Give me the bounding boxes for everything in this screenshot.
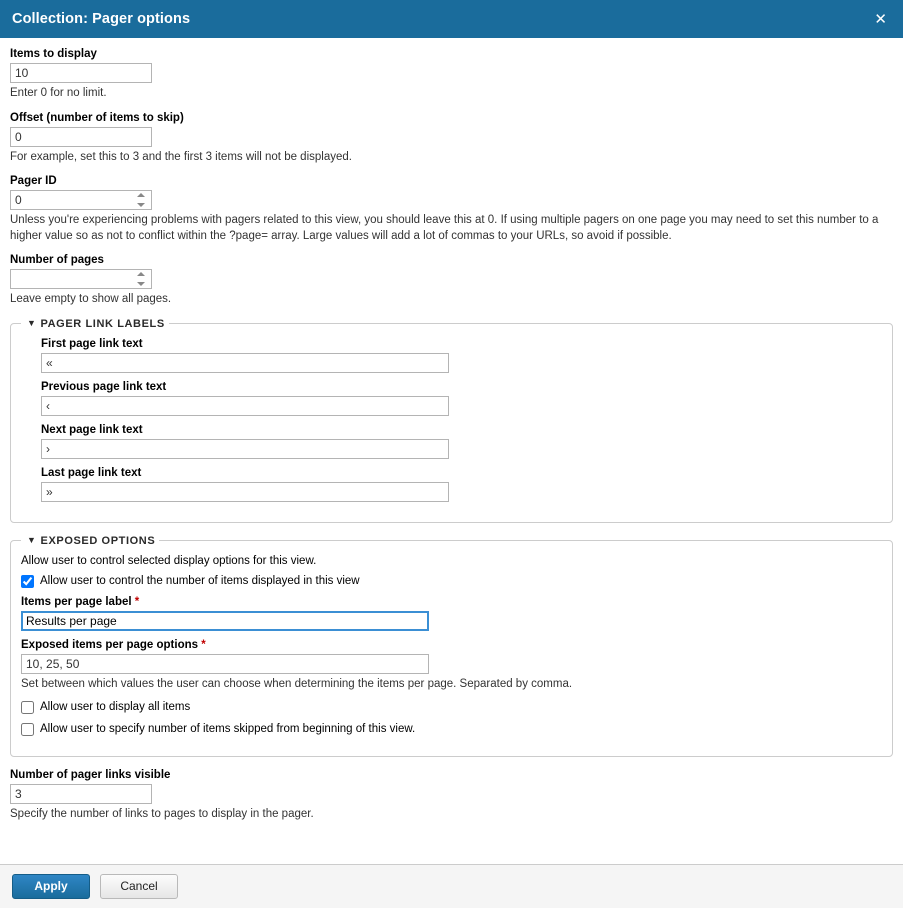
pager-id-label: Pager ID (10, 175, 57, 188)
field-offset (10, 112, 893, 166)
first-page-link-label: First page link text (41, 337, 143, 350)
dialog-footer (0, 864, 903, 908)
exposed-items-per-page-options-label (21, 639, 882, 651)
exposed-options-inner (21, 555, 882, 737)
pager-id-description: Unless you're experiencing problems with pagers related to this view, you should leave this at 0. If using multiple pagers on one page you may need to set this number to a higher value so as not to conflict within the ?page= array. Large values will add a lot of commas to your URLs, so avoid if possible. (10, 214, 879, 242)
allow-specify-offset-row[interactable] (21, 722, 882, 737)
last-page-link-input[interactable] (41, 482, 449, 502)
allow-display-all-row[interactable] (21, 700, 882, 715)
exposed-options-intro: Allow user to control selected display options for this view. (21, 554, 317, 567)
number-of-pager-links-visible-description: Specify the number of links to pages to display in the pager. (10, 807, 314, 820)
field-pager-id (10, 175, 893, 244)
allow-display-all-label[interactable]: Allow user to display all items (40, 701, 191, 714)
required-marker: * (134, 595, 140, 608)
items-to-display-description: Enter 0 for no limit. (10, 87, 107, 99)
exposed-items-per-page-options-input[interactable] (21, 654, 429, 674)
field-items-to-display (10, 48, 893, 102)
offset-description: For example, set this to 3 and the first 3 items will not be displayed. (10, 150, 352, 163)
items-per-page-label-input[interactable] (21, 611, 429, 631)
number-of-pager-links-visible-label: Number of pager links visible (10, 768, 171, 781)
previous-page-link-label: Previous page link text (41, 380, 167, 393)
items-to-display-input[interactable] (10, 63, 152, 83)
apply-button[interactable]: Apply (12, 874, 90, 900)
close-icon[interactable]: ✕ (874, 10, 887, 28)
field-last-page-link-text (41, 467, 882, 502)
pager-id-spinner[interactable] (10, 190, 152, 210)
field-exposed-items-per-page-options (21, 639, 882, 693)
cancel-button[interactable]: Cancel (100, 874, 178, 900)
number-of-pages-spinner[interactable] (10, 269, 152, 289)
field-number-of-pager-links-visible (10, 769, 893, 823)
chevron-down-icon[interactable]: ▼ (27, 317, 37, 328)
allow-control-number-row[interactable] (21, 574, 882, 589)
field-first-page-link-text (41, 338, 882, 373)
exposed-options-legend[interactable] (21, 535, 159, 547)
allow-specify-offset-checkbox[interactable] (21, 723, 34, 736)
previous-page-link-input[interactable] (41, 396, 449, 416)
pager-link-labels-inner (21, 338, 882, 502)
number-of-pages-label: Number of pages (10, 254, 104, 267)
dialog-titlebar (0, 0, 903, 38)
number-of-pager-links-visible-input[interactable] (10, 784, 152, 804)
exposed-options-panel (10, 535, 893, 757)
pager-link-labels-panel (10, 318, 893, 523)
offset-label: Offset (number of items to skip) (10, 111, 184, 124)
field-next-page-link-text (41, 424, 882, 459)
allow-display-all-checkbox[interactable] (21, 701, 34, 714)
pager-link-labels-legend-text: PAGER LINK LABELS (40, 317, 165, 330)
offset-input[interactable] (10, 127, 152, 147)
chevron-down-icon[interactable]: ▼ (27, 534, 37, 545)
number-of-pages-input[interactable] (10, 269, 152, 289)
items-to-display-label: Items to display (10, 48, 97, 60)
allow-control-number-checkbox[interactable] (21, 575, 34, 588)
next-page-link-label: Next page link text (41, 423, 143, 436)
allow-control-number-label[interactable]: Allow user to control the number of items displayed in this view (40, 574, 360, 587)
exposed-items-per-page-options-description: Set between which values the user can choose when determining the items per page. Separated by comma. (21, 677, 573, 690)
dialog-bottom-spacer (0, 908, 903, 920)
next-page-link-input[interactable] (41, 439, 449, 459)
last-page-link-label: Last page link text (41, 466, 142, 479)
allow-specify-offset-label[interactable]: Allow user to specify number of items skipped from beginning of this view. (40, 722, 416, 735)
dialog-body (0, 38, 903, 864)
number-of-pages-description: Leave empty to show all pages. (10, 293, 172, 306)
field-number-of-pages (10, 254, 893, 308)
items-per-page-label-text (21, 596, 882, 608)
field-previous-page-link-text (41, 381, 882, 416)
dialog-title: Collection: Pager options (12, 11, 191, 27)
required-marker: * (201, 638, 206, 651)
field-items-per-page-label (21, 596, 882, 631)
exposed-items-per-page-options-caption: Exposed items per page options (21, 638, 199, 651)
exposed-options-legend-text: EXPOSED OPTIONS (40, 534, 156, 547)
pager-id-input[interactable] (10, 190, 152, 210)
pager-link-labels-legend[interactable] (21, 318, 169, 330)
first-page-link-input[interactable] (41, 353, 449, 373)
items-per-page-label-caption: Items per page label (21, 595, 132, 608)
